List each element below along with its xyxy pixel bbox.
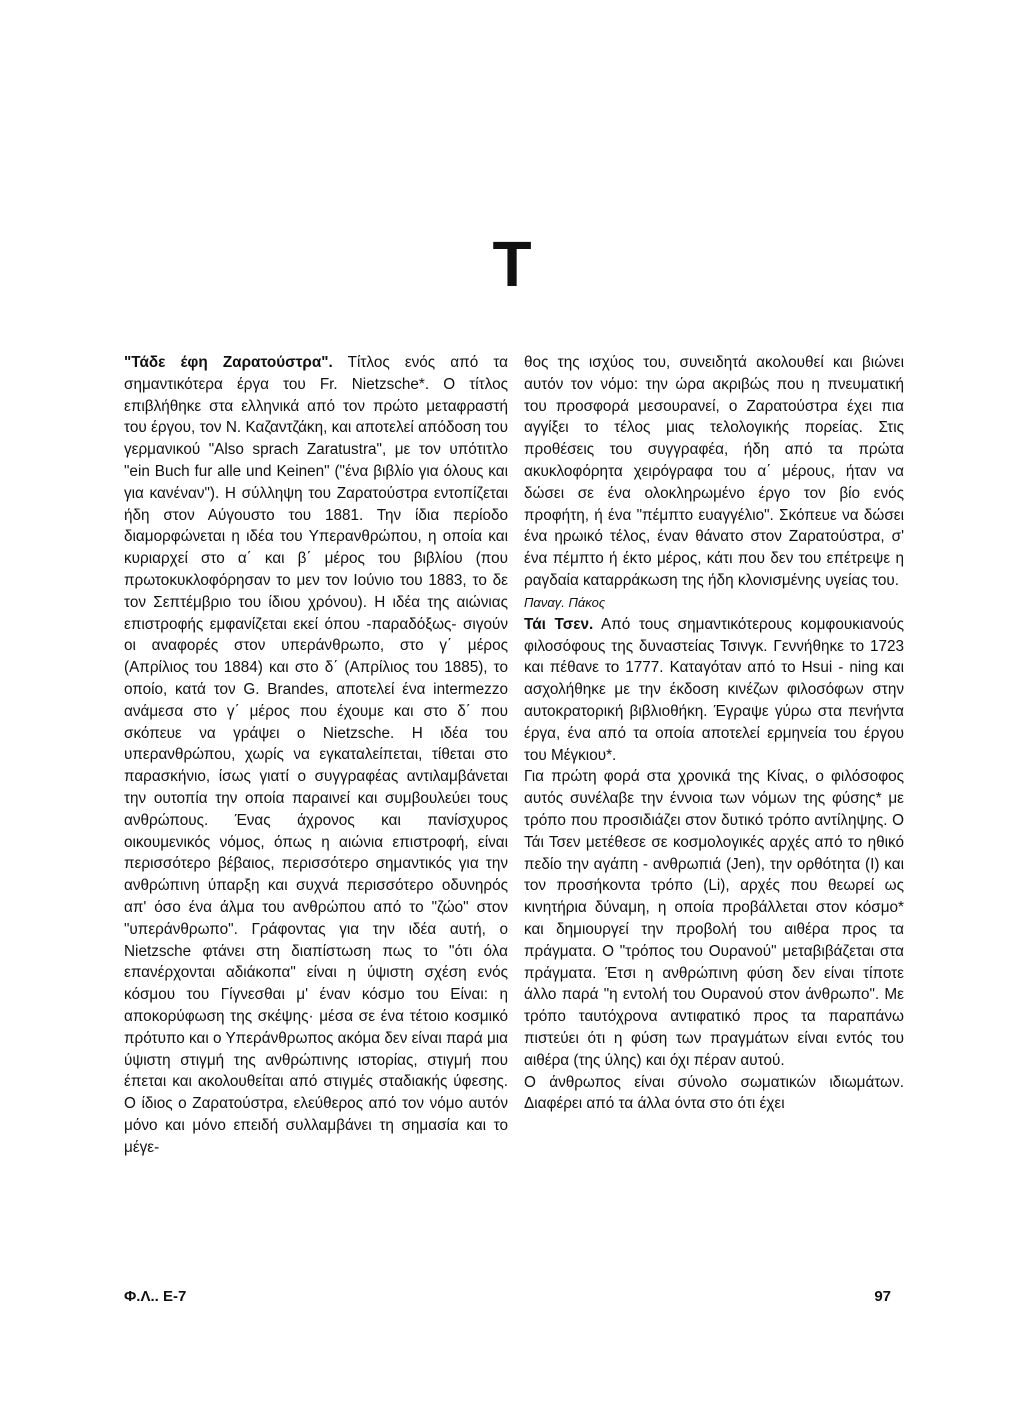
entry-title: Τάι Τσεν. bbox=[524, 615, 594, 633]
left-column bbox=[124, 352, 508, 1158]
entry-paragraph: Ο άνθρωπος είναι σύνολο σωματικών ιδιωμάτων. Διαφέρει από τα άλλα όντα στο ότι έχει bbox=[524, 1073, 904, 1113]
entry-body: Τίτλος ενός από τα σημαντικότερα έργα του Fr. Nietzsche*. Ο τίτλος επιβλήθηκε στα ελληνικά από τον πρώτο μεταφραστή του έργου, τον Ν. Καζαντζάκη, και αποτελεί απόδοση του γερμανικού "Also sprach Zaratustra", με τον υπότιτλο "ein Buch fur alle und Keinen" ("ένα βιβλίο για όλους και για κανέναν"). Η σύλληψη του Ζαρατούστρα εντοπίζεται ήδη στον Αύγουστο του 1881. Την ίδια περίοδο διαμορφώνεται η ιδέα του Υπερανθρώπου, η οποία και κυριαρχεί στο α΄ και β΄ μέρος του βιβλίου (που πρωτοκυκλοφόρησαν το μεν τον Ιούνιο του 1883, το δε τον Σεπτέμβριο του ίδιου χρόνου). Η ιδέα της αιώνιας επιστροφής εμφανίζεται εκεί όπου -παραδόξως- σιγούν οι αναφορές στον υπεράνθρωπο, στο γ΄ μέρος (Απρίλιος του 1884) και στο δ΄ (Απρίλιος του 1885), το οποίο, κατά τον G. Brandes, αποτελεί ένα intermezzo ανάμεσα στο γ΄ μέρος που έχουμε και στο δ΄ που σκόπευε να γράψει ο Nietzsche. Η ιδέα του υπερανθρώπου, χωρίς να εγκαταλείπεται, τίθεται στο παρασκήνιο, ίσως γιατί ο συγγραφέας αντιλαμβάνεται την ουτοπία την οποία παραινεί και συμβουλεύει τους ανθρώπους. Ένας άχρονος και πανίσχυρος οικουμενικός νόμος, όπως η αιώνια επιστροφή, είναι περισσότερο βέβαιος, περισσότερο σημαντικός για την ανθρώπινη ύπαρξη και συχνά περισσότερο οδυνηρός απ' όσο ένα άλμα του ανθρώπου από το "ζώο" στον "υπεράνθρωπο". Γράφοντας για την ιδέα αυτή, ο Nietzsche φτάνει στη διαπίστωση πως το "ότι όλα επανέρχονται αδιάκοπα" είναι η ύψιστη σχέση ενός κόσμου του Γίγνεσθαι μ' έναν κόσμο του Είναι: η αποκορύφωση της σκέψης· μέσα σε ένα τέτοιο κοσμικό πρότυπο και ο Υπεράνθρωπος ακόμα δεν είναι παρά μια ύψιστη στιγμή της ανθρώπινης ιστορίας, στιγμή που έπεται και ακολουθείται από στιγμές σταδιακής ύφεσης. Ο ίδιος ο Ζαρατούστρα, ελεύθερος από τον νόμο αυτόν μόνο και μόνο επειδή συλλαμβάνει τη σημασία και το μέγε- bbox=[124, 354, 508, 1156]
section-letter: T bbox=[492, 228, 532, 300]
entry-author: Παναγ. Πάκος bbox=[524, 594, 606, 610]
footer-volume: Φ.Λ.. Ε-7 bbox=[124, 1288, 187, 1305]
entry-title: "Τάδε έφη Ζαρατούστρα". bbox=[124, 354, 333, 371]
entry-paragraph: Από τους σημαντικότερους κομφουκιανούς φιλοσόφους της δυναστείας Τσινγκ. Γεννήθηκε το 1723 και πέθανε το 1777. Καταγόταν από το Hsui - ning και ασχολήθηκε με την έκδοση κινέζων φιλοσόφων στην αυτοκρατορική βιβλιοθήκη. Έγραψε γύρω στα πενήντα έργα, ένα από τα οποία αποτελεί ερμηνεία του έργου του Μέγκιου*. bbox=[524, 615, 904, 764]
entry-paragraph: Για πρώτη φορά στα χρονικά της Κίνας, ο φιλόσοφος αυτός συνέλαβε την έννοια των νόμων της φύσης* με τρόπο που προσιδιάζει στον δυτικό τρόπο αντίληψης. Ο Τάι Τσεν μετέθεσε σε κοσμολογικές αρχές από το ηθικό πεδίο την αγάπη - ανθρωπιά (Jen), την ορθότητα (I) και τον προσήκοντα τρόπο (Li), αρχές που θεωρεί ως κινητήρια δύναμη, η οποία προβάλλεται στον κόσμο* και δημιουργεί την προβολή του αιθέρα προς τα πράγματα. Ο "τρόπος του Ουρανού" μεταβιβάζεται στα πράγματα. Έτσι η ανθρώπινη φύση δεν είναι τίποτε άλλο παρά "η εντολή του Ουρανού στον άνθρωπο". Με τρόπο ταυτόχρονα αντιφατικό προς τα παραπάνω πιστεύει ότι η φύση των πραγμάτων είναι εντός του αιθέρα (της ύλης) και όχι πέραν αυτού. bbox=[524, 768, 904, 1069]
entry-zarathustra bbox=[124, 352, 508, 1158]
entry-tai-chen bbox=[524, 614, 904, 767]
right-column bbox=[524, 352, 904, 1115]
entry-continuation: θος της ισχύος του, συνειδητά ακολουθεί και βιώνει αυτόν τον νόμο: την ώρα ακριβώς που η πνευματική του προσφορά μεσουρανεί, ο Ζαρατούστρα έχει πια αγγίξει το τέλος μιας τελολογικής πορείας. Στις προθέσεις του συγγραφέα, ήδη από τα πρώτα ακυκλοφόρητα χειρόγραφα του α΄ μέρους, ήταν να δώσει σε ένα ολοκληρωμένο έργο τον βίο ενός προφήτη, ή ένα "πέμπτο ευαγγέλιο". Σκόπευε να δώσει ένα ηρωικό τέλος, έναν θάνατο στον Ζαρατούστρα, σ' ένα πέμπτο ή έκτο μέρος, κάτι που δεν του επέτρεψε η ραγδαία καταρράκωση της ήδη κλονισμένης υγείας του. bbox=[524, 354, 904, 589]
page-number: 97 bbox=[874, 1288, 891, 1305]
